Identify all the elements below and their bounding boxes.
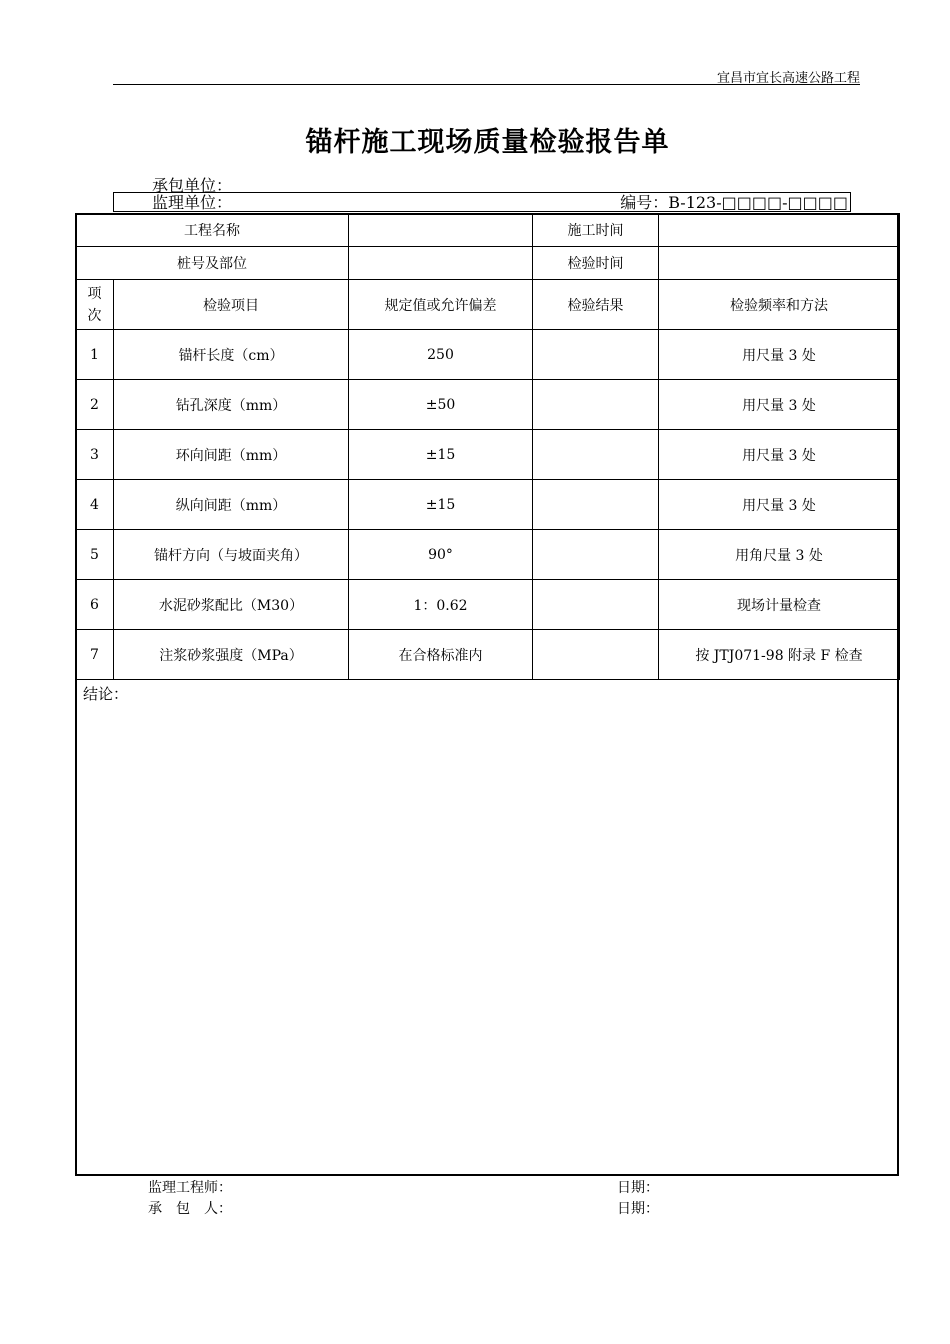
column-header-method: 检验频率和方法 [659, 280, 900, 330]
header-project-name: 宜昌市宜长高速公路工程 [716, 71, 860, 86]
row-no: 7 [76, 630, 114, 680]
project-name-value[interactable] [349, 214, 533, 247]
row-no: 2 [76, 380, 114, 430]
row-method: 用角尺量 3 处 [659, 530, 900, 580]
row-item: 环向间距（mm） [114, 430, 349, 480]
info-row-project [76, 214, 900, 247]
row-result[interactable] [533, 530, 659, 580]
table-row [76, 380, 900, 430]
row-method: 现场计量检查 [659, 580, 900, 630]
table-row [76, 580, 900, 630]
row-method: 用尺量 3 处 [659, 380, 900, 430]
row-result[interactable] [533, 380, 659, 430]
supervisor-unit-label: 监理单位： [152, 193, 233, 212]
station-label: 桩号及部位 [76, 247, 349, 280]
supervising-engineer-label: 监理工程师： [148, 1180, 232, 1196]
info-row-station [76, 247, 900, 280]
row-spec: ±15 [349, 430, 533, 480]
row-spec: ±50 [349, 380, 533, 430]
row-result[interactable] [533, 330, 659, 380]
row-item: 锚杆长度（cm） [114, 330, 349, 380]
row-spec: ±15 [349, 480, 533, 530]
row-item: 钻孔深度（mm） [114, 380, 349, 430]
inspection-time-value[interactable] [659, 247, 900, 280]
row-method: 用尺量 3 处 [659, 430, 900, 480]
column-header-no [76, 280, 114, 330]
row-result[interactable] [533, 630, 659, 680]
construction-time-label: 施工时间 [533, 214, 659, 247]
column-header-item: 检验项目 [114, 280, 349, 330]
row-no: 4 [76, 480, 114, 530]
column-header-row [76, 280, 900, 330]
station-value[interactable] [349, 247, 533, 280]
document-number: 编号：B-123-□□□□-□□□□ [620, 193, 848, 212]
row-spec: 1：0.62 [349, 580, 533, 630]
table-row [76, 480, 900, 530]
row-no: 1 [76, 330, 114, 380]
supervisor-row [113, 192, 851, 212]
column-header-spec: 规定值或允许偏差 [349, 280, 533, 330]
page-title: 锚杆施工现场质量检验报告单 [305, 127, 670, 158]
row-spec: 在合格标准内 [349, 630, 533, 680]
column-header-no-line2: 次 [87, 307, 102, 324]
row-no: 5 [76, 530, 114, 580]
table-row [76, 630, 900, 680]
column-header-result: 检验结果 [533, 280, 659, 330]
row-item: 注浆砂浆强度（MPa） [114, 630, 349, 680]
row-result[interactable] [533, 580, 659, 630]
inspection-table [75, 213, 900, 680]
table-row [76, 330, 900, 380]
row-spec: 90° [349, 530, 533, 580]
row-item: 锚杆方向（与坡面夹角） [114, 530, 349, 580]
row-spec: 250 [349, 330, 533, 380]
row-no: 3 [76, 430, 114, 480]
contractor-signature-label: 承 包 人： [148, 1201, 232, 1217]
project-name-label: 工程名称 [76, 214, 349, 247]
inspection-time-label: 检验时间 [533, 247, 659, 280]
engineer-date-label: 日期： [617, 1180, 659, 1196]
table-row [76, 530, 900, 580]
construction-time-value[interactable] [659, 214, 900, 247]
column-header-no-line1: 项 [87, 285, 102, 302]
row-method: 用尺量 3 处 [659, 480, 900, 530]
row-method: 用尺量 3 处 [659, 330, 900, 380]
row-method: 按 JTJ071-98 附录 F 检查 [659, 630, 900, 680]
table-row [76, 430, 900, 480]
conclusion-label: 结论： [83, 685, 129, 703]
row-result[interactable] [533, 480, 659, 530]
row-item: 水泥砂浆配比（M30） [114, 580, 349, 630]
contractor-unit-label: 承包单位： [152, 176, 233, 195]
header-divider [113, 84, 860, 85]
contractor-date-label: 日期： [617, 1201, 659, 1217]
row-no: 6 [76, 580, 114, 630]
row-result[interactable] [533, 430, 659, 480]
row-item: 纵向间距（mm） [114, 480, 349, 530]
